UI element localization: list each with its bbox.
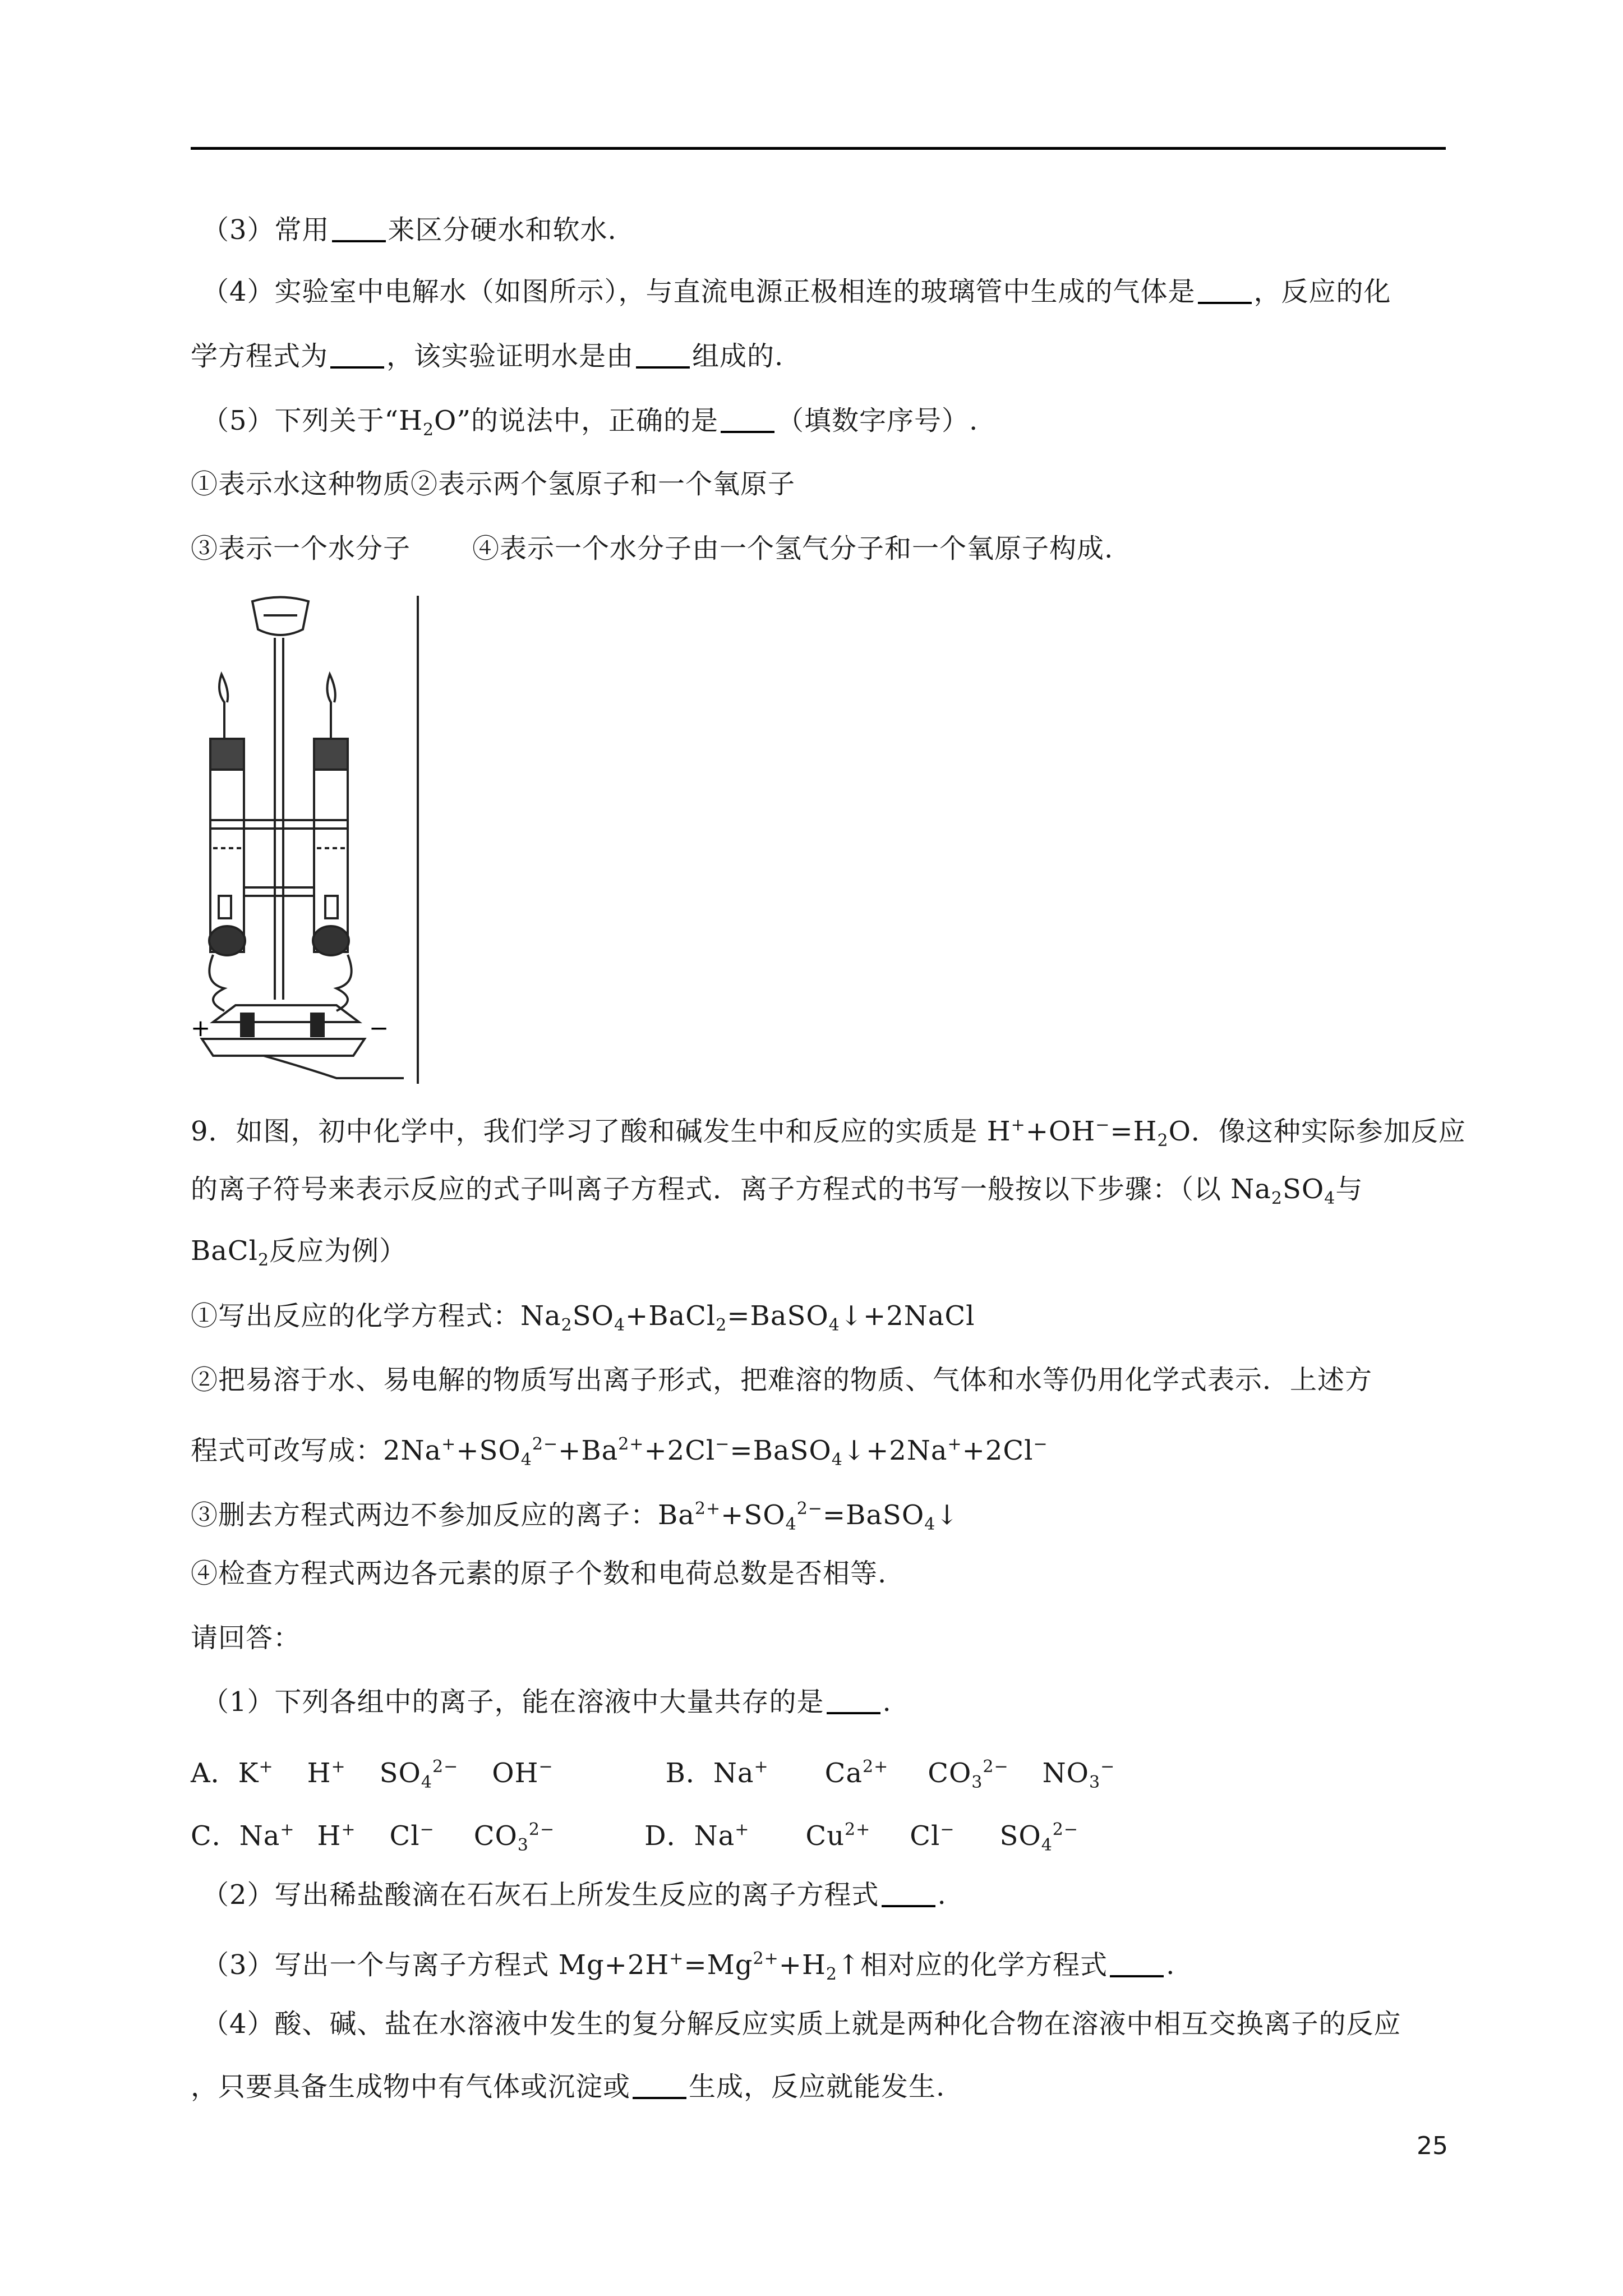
page-number: 25 [1417, 2132, 1448, 2160]
q9-sub4-line2: ，只要具备生成物中有气体或沉淀或 生成，反应就能发生. [191, 2071, 946, 2102]
answer-blank[interactable] [330, 342, 384, 369]
q8-part3: （3）常用 来区分硬水和软水. [202, 214, 617, 246]
q8-part5: （5）下列关于“$H_2O$”的说法中，正确的是 （填数字序号）. [202, 405, 979, 440]
q8-options-1-2: ①表示水这种物质②表示两个氢原子和一个氧原子 [191, 468, 796, 500]
q9-prompt: 请回答： [191, 1622, 301, 1654]
q8-options-3-4: ③表示一个水分子 ④表示一个水分子由一个氢气分子和一个氧原子构成. [191, 533, 1114, 564]
q9-step4: ④检查方程式两边各元素的原子个数和电荷总数是否相等. [191, 1558, 887, 1589]
answer-blank[interactable] [882, 1880, 935, 1907]
q9-sub1: （1）下列各组中的离子，能在溶液中大量共存的是 . [202, 1686, 892, 1718]
q9-step2-line2: 程式可改写成：$2Na^++SO_4^{2-}+Ba^{2+}+2Cl^-=BaSO_4↓+2Na^++2Cl^-$ [191, 1434, 1048, 1470]
answer-blank[interactable] [1198, 277, 1252, 304]
header-rule [191, 147, 1446, 150]
q9-step2-line1: ②把易溶于水、易电解的物质写出离子形式，把难溶的物质、气体和水等仍用化学式表示．上述方 [191, 1364, 1373, 1396]
q9-options-ab: A．K+ H+ $SO_4^{2-}$ OH− B．Na+ $Ca^{2+}$ $CO_3^{2-}$ $NO_3^-$ [191, 1757, 1115, 1792]
q9-sub2: （2）写出稀盐酸滴在石灰石上所发生反应的离子方程式 . [202, 1879, 947, 1911]
answer-blank[interactable] [332, 215, 386, 242]
answer-blank[interactable] [1110, 1950, 1164, 1977]
electrolysis-apparatus-figure [191, 596, 426, 1084]
q8-part4-line1: （4）实验室中电解水（如图所示），与直流电源正极相连的玻璃管中生成的气体是 ，反应的化 [202, 276, 1391, 307]
q9-line3: BaCl$_2$反应为例） [191, 1235, 407, 1270]
positive-terminal-label: + [191, 1014, 211, 1042]
q9-options-cd: C．Na+ H+ Cl− $CO_3^{2-}$ D．Na+ $Cu^{2+}$ Cl− $SO_4^{2-}$ [191, 1820, 1079, 1855]
negative-terminal-label: − [369, 1014, 389, 1042]
answer-blank[interactable] [633, 2072, 686, 2099]
answer-blank[interactable] [827, 1687, 880, 1714]
answer-blank[interactable] [636, 342, 690, 369]
q9-sub4-line1: （4）酸、碱、盐在水溶液中发生的复分解反应实质上就是两种化合物在溶液中相互交换离子的反应 [202, 2008, 1401, 2040]
electrolysis-apparatus-drawing [191, 596, 426, 1084]
q9-step1: ①写出反应的化学方程式：$Na_2SO_4+BaCl_2=BaSO_4↓+2NaCl$ [191, 1300, 975, 1335]
q9-sub3: （3）写出一个与离子方程式 $Mg+2H^+=Mg^{2+}+H_2↑$相对应的化学方程式 . [202, 1949, 1175, 1984]
q8-part4-line2: 学方程式为 ，该实验证明水是由 组成的. [191, 341, 784, 372]
answer-blank[interactable] [721, 406, 774, 433]
q9-step3: ③删去方程式两边不参加反应的离子：$Ba^{2+}+SO_4^{2-}=BaSO_4↓$ [191, 1499, 959, 1534]
q9-line1: 9．如图，初中化学中，我们学习了酸和碱发生中和反应的实质是 $H^++OH^-=H_2O$．像这种实际参加反应 [191, 1115, 1466, 1151]
q9-line2: 的离子符号来表示反应的式子叫离子方程式．离子方程式的书写一般按以下步骤：（以 $Na_2SO_4$与 [191, 1174, 1363, 1208]
